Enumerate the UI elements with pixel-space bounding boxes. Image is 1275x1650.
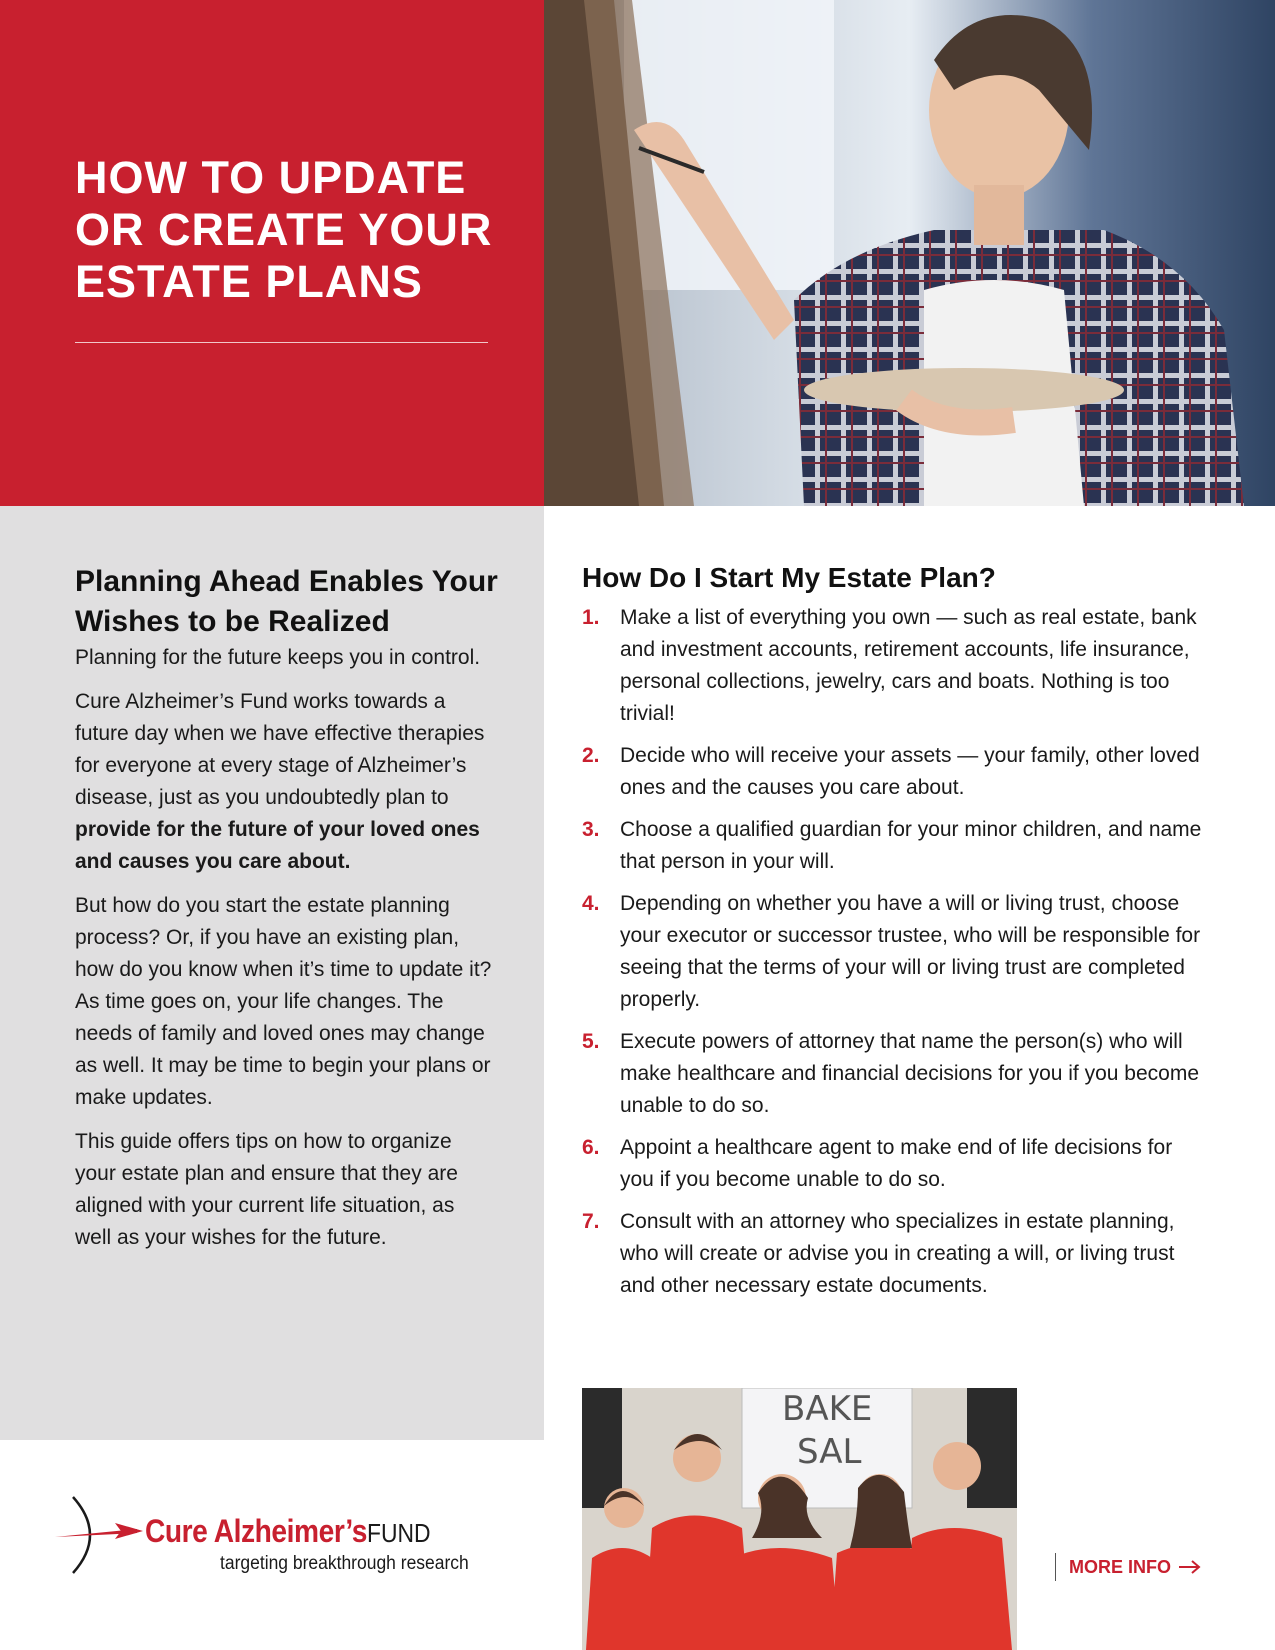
intro-paragraph-1: Planning for the future keeps you in control.	[75, 646, 481, 669]
step-text: Choose a qualified guardian for your minor children, and name that person in your will.	[620, 818, 1202, 873]
intro-paragraph-2-emphasis: provide for the future of your loved ones and causes you care about.	[75, 818, 480, 873]
step-item	[582, 740, 1202, 804]
bake-sale-sign-2: SAL	[797, 1432, 862, 1472]
steps-heading: How Do I Start My Estate Plan?	[582, 562, 996, 593]
step-number: 5.	[582, 1030, 600, 1053]
bake-sale-sign: BAKE	[782, 1389, 873, 1429]
arrow-right-icon	[1179, 1560, 1201, 1574]
step-item	[582, 602, 1202, 730]
title-divider	[75, 342, 488, 343]
hero-photo-woman-painting	[544, 0, 1275, 506]
arrow-logo-icon	[55, 1495, 150, 1575]
intro-paragraph-2-text: Cure Alzheimer’s Fund works towards a future day when we have effective therapies for everyone at every stage of Alzheimer’s disease, just as you undoubtedly plan to	[75, 690, 485, 809]
step-item	[582, 814, 1202, 878]
step-text: Execute powers of attorney that name the person(s) who will make healthcare and financial decisions for you if you become unable to do so.	[620, 1030, 1199, 1117]
step-item	[582, 1132, 1202, 1196]
logo-tagline: targeting breakthrough research	[220, 1553, 469, 1574]
logo-fund-text: FUND	[366, 1518, 431, 1548]
intro-body	[75, 642, 495, 1266]
title-line-3: ESTATE PLANS	[75, 256, 423, 307]
intro-paragraph-2	[75, 686, 495, 878]
intro-heading: Planning Ahead Enables Your Wishes to be Realized	[75, 565, 498, 638]
step-text: Make a list of everything you own — such as real estate, bank and investment accounts, retirement accounts, life insurance, personal collections, jewelry, cars and boats. Nothing is too trivial!	[620, 606, 1197, 725]
step-number: 1.	[582, 606, 600, 629]
step-text: Consult with an attorney who specializes in estate planning, who will create or advise you in creating a will, or living trust and other necessary estate documents.	[620, 1210, 1175, 1297]
step-item	[582, 1026, 1202, 1122]
page-title	[75, 152, 515, 308]
steps-list	[582, 602, 1202, 1312]
logo-name-text: Cure Alzheimer’s	[145, 1513, 367, 1549]
step-number: 6.	[582, 1136, 600, 1159]
step-text: Appoint a healthcare agent to make end of life decisions for you if you become unable to do so.	[620, 1136, 1173, 1191]
step-number: 7.	[582, 1210, 600, 1233]
step-text: Decide who will receive your assets — your family, other loved ones and the causes you care about.	[620, 744, 1200, 799]
more-info-link[interactable]	[1055, 1553, 1201, 1581]
more-info-label: MORE INFO	[1069, 1556, 1171, 1577]
title-line-1: HOW TO UPDATE	[75, 152, 467, 203]
step-number: 3.	[582, 818, 600, 841]
step-number: 4.	[582, 892, 600, 915]
step-item	[582, 1206, 1202, 1302]
cure-alzheimers-fund-logo[interactable]	[55, 1495, 495, 1575]
intro-paragraph-4: This guide offers tips on how to organize your estate plan and ensure that they are aligned with your current life situation, as well as your wishes for the future.	[75, 1130, 458, 1249]
intro-paragraph-3: But how do you start the estate planning process? Or, if you have an existing plan, how do you know when it’s time to update it? As time goes on, your life changes. The needs of family and loved ones may change as well. It may be time to begin your plans or make updates.	[75, 894, 492, 1109]
step-number: 2.	[582, 744, 600, 767]
step-item	[582, 888, 1202, 1016]
title-line-2: OR CREATE YOUR	[75, 204, 493, 255]
step-text: Depending on whether you have a will or living trust, choose your executor or successor trustee, who will be responsible for seeing that the terms of your will or living trust are completed properly.	[620, 892, 1201, 1011]
logo-wordmark	[145, 1513, 431, 1550]
bake-sale-group-photo	[582, 1388, 1017, 1650]
